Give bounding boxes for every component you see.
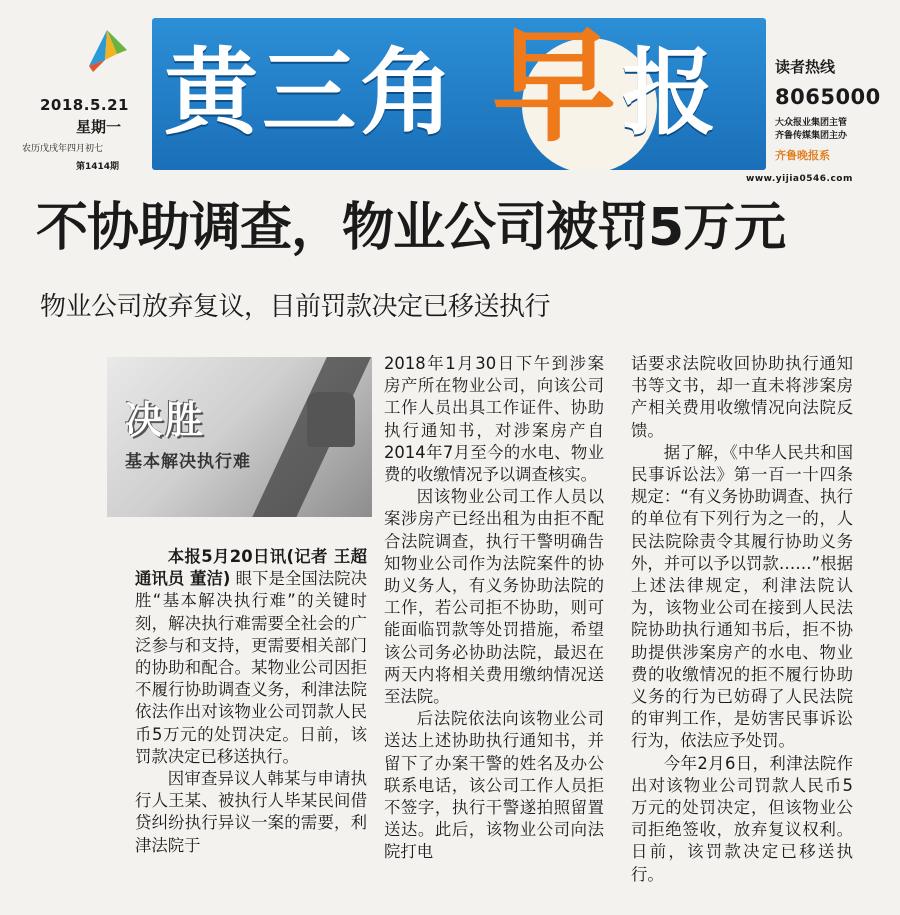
paragraph: 据了解，《中华人民共和国民事诉讼法》第一百一十四条规定：“有义务协助调查、执行的单位有下列行为之一的，人民法院除责令其履行协助义务外，并可以予以罚款……”根据上述法律规定，利津法院认为，该物业公司在接到人民法院协助执行通知书后，拒不协助提供涉案房产的水电、物业费的收缴情况的拒不履行协助义务的行为已妨碍了人民法院的审判工作，是妨害民事诉讼行为，依法应予处罚。 bbox=[631, 442, 853, 751]
publisher-line-2: 齐鲁传媒集团主办 bbox=[775, 131, 848, 141]
website: www.yijia0546.com bbox=[746, 174, 853, 184]
article-subheadline: 物业公司放弃复议，目前罚款决定已移送执行 bbox=[40, 292, 551, 322]
paragraph: 话要求法院收回协助执行通知书等文书，却一直未将涉案房产相关费用收缴情况向法院反馈。 bbox=[631, 354, 853, 440]
dateline: 本报5月20日讯(记者 王超 通讯员 董洁) bbox=[135, 547, 367, 589]
hotline-block bbox=[775, 56, 900, 163]
article-column-3 bbox=[631, 353, 853, 886]
article-column-1 bbox=[135, 546, 367, 857]
paragraph: 今年2月6日，利津法院作出对该物业公司罚款人民币5万元的处罚决定，但该物业公司拒绝签收，放弃复议权利。日前，该罚款决定已移送执行。 bbox=[631, 753, 853, 884]
article-headline: 不协助调查，物业公司被罚5万元 bbox=[36, 198, 786, 258]
issue-number: 第1414期 bbox=[76, 162, 120, 172]
fist-icon bbox=[307, 392, 355, 447]
image-slogan: 基本解决执行难 bbox=[125, 452, 251, 472]
masthead-title-main: 黄三角 bbox=[164, 38, 459, 148]
lunar-date: 农历戊戌年四月初七 bbox=[22, 144, 104, 154]
paragraph-text: 眼下是全国法院决胜“基本解决执行难”的关键时刻，解决执行难需要全社会的广泛参与和支持，更需要相关部门的协助和配合。某物业公司因拒不履行协助调查义务，利津法院依法作出对该物业公司罚款人民币5万元的处罚决定。日前，该罚款决定已移送执行。 bbox=[135, 569, 367, 766]
image-title: 决胜 bbox=[125, 398, 206, 442]
masthead-title-early: 早 bbox=[492, 18, 617, 159]
masthead-title-paper: 报 bbox=[622, 38, 717, 148]
masthead-banner bbox=[152, 18, 766, 170]
publisher-line-1: 大众报业集团主管 bbox=[775, 118, 848, 128]
affiliate: 齐鲁晚报系 bbox=[775, 149, 830, 162]
hotline-label: 读者热线 bbox=[775, 58, 836, 76]
newspaper-logo-icon bbox=[83, 30, 131, 72]
paragraph bbox=[135, 546, 367, 768]
article-column-2 bbox=[384, 353, 604, 864]
paragraph: 因审查异议人韩某与申请执行人王某、被执行人毕某民间借贷纠纷执行异议一案的需要，利津法院于 bbox=[135, 769, 367, 855]
paragraph: 后法院依法向该物业公司送达上述协助执行通知书，并留下了办案干警的姓名及办公联系电话，该公司工作人员拒不签字，执行干警遂拍照留置送达。此后，该物业公司向法院打电 bbox=[384, 709, 604, 862]
hotline-number: 8065000 bbox=[775, 85, 881, 109]
date-block bbox=[22, 96, 150, 172]
issue-date: 2018.5.21 bbox=[40, 96, 129, 114]
paragraph: 2018年1月30日下午到涉案房产所在物业公司，向该公司工作人员出具工作证件、协助执行通知书，对涉案房产自2014年7月至今的水电、物业费的收缴情况予以调查核实。 bbox=[384, 354, 604, 485]
article-image bbox=[107, 357, 372, 517]
weekday: 星期一 bbox=[76, 118, 122, 136]
paragraph: 因该物业公司工作人员以案涉房产已经出租为由拒不配合法院调查，执行干警明确告知物业公司作为法院案件的协助义务人，有义务协助法院的工作，若公司拒不协助，则可能面临罚款等处罚措施，希望该公司务必协助法院，最迟在两天内将相关费用缴纳情况送至法院。 bbox=[384, 487, 604, 707]
